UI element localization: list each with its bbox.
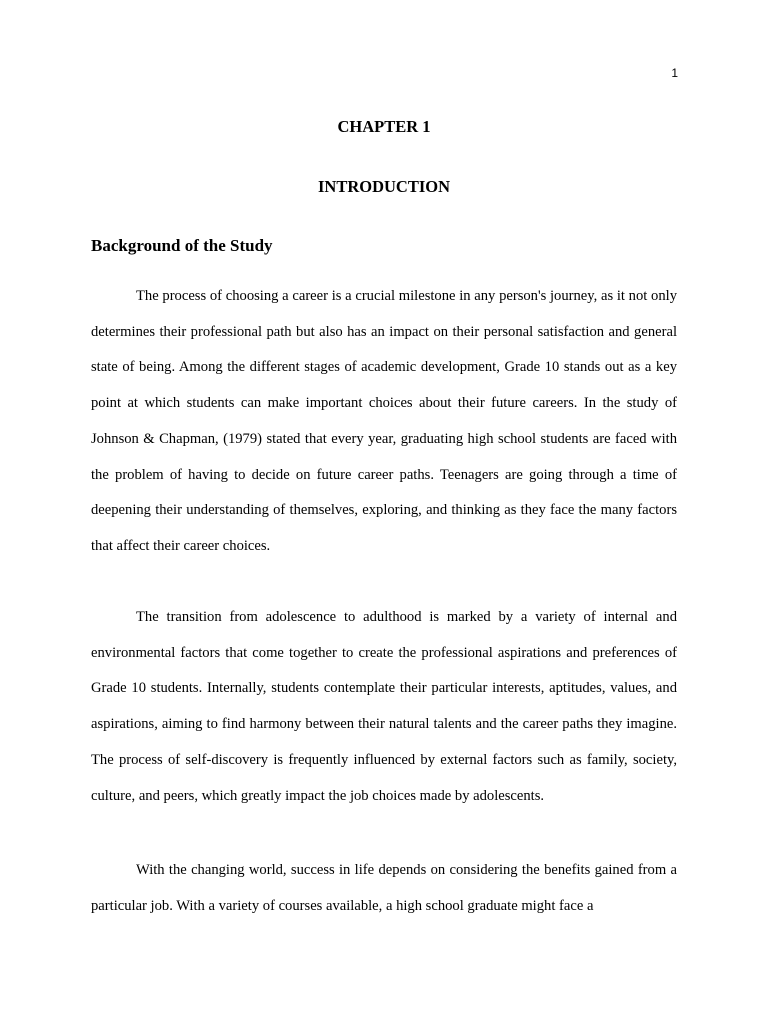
body-paragraph: The process of choosing a career is a crucial milestone in any person's journey, as it not only determines their professional path but also has an impact on their personal satisfaction and general state of being. Among the different stages of academic development, Grade 10 stands out as a key point at which students can make important choices about their future careers. In the study of Johnson & Chapman, (1979) stated that every year, graduating high school students are faced with the problem of having to decide on future career paths. Teenagers are going through a time of deepening their understanding of themselves, exploring, and thinking as they face the many factors that affect their career choices. (91, 288, 677, 554)
chapter-heading: CHAPTER 1 (337, 117, 431, 136)
page-number: 1 (671, 66, 678, 80)
chapter-title: INTRODUCTION (317, 177, 451, 196)
body-paragraph: The transition from adolescence to adulthood is marked by a variety of internal and environmental factors that come together to create the professional aspirations and preferences of Grade 10 students. Internally, students contemplate their particular interests, aptitudes, values, and aspirations, aiming to find harmony between their natural talents and the career paths they imagine. The process of self-discovery is frequently influenced by external factors such as family, society, culture, and peers, which greatly impact the job choices made by adolescents. (91, 609, 677, 804)
section-heading: Background of the Study (91, 236, 273, 255)
body-paragraph: With the changing world, success in life depends on considering the benefits gained from a particular job. With a variety of courses available, a high school graduate might face a (91, 862, 677, 914)
